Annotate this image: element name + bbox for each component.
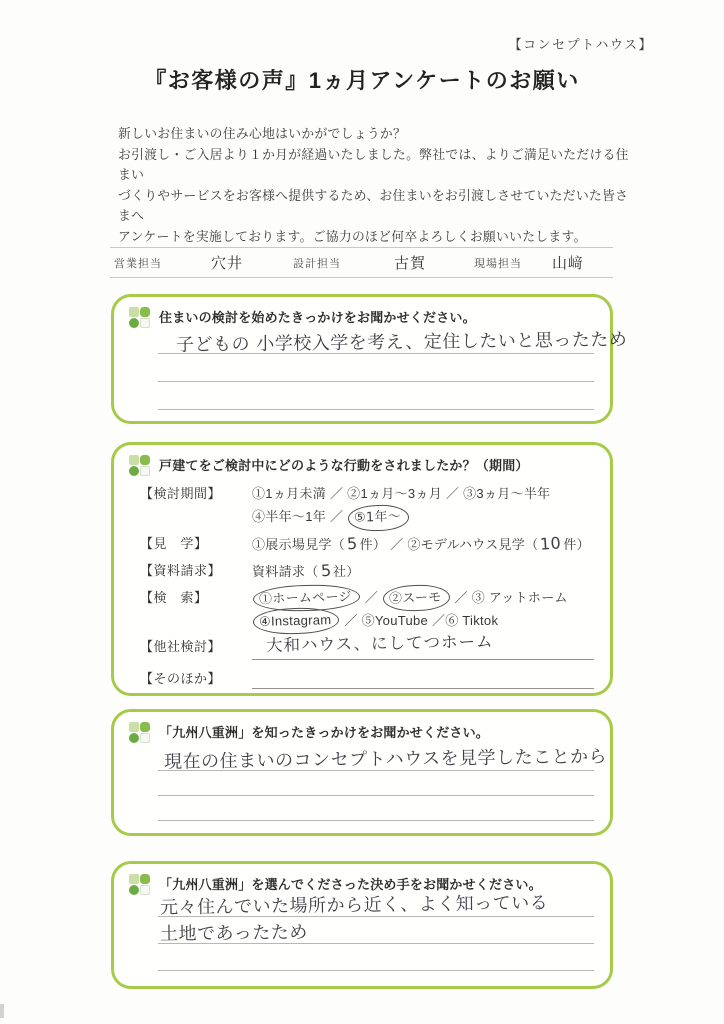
question-box-trigger — [111, 294, 628, 424]
question-text-q1: 住まいの検討を始めたきっかけをお聞かせください。 — [159, 310, 476, 325]
question-text-q2: 戸建てをご検討中にどのような行動をされましたか？（期間） — [159, 458, 529, 473]
search-rest1: ／ ③ アットホーム — [454, 590, 568, 605]
search-circled-homepage: ①ホームページ — [253, 584, 360, 613]
field-label-search: 【検 索】 — [140, 590, 208, 605]
answer-line — [158, 820, 594, 821]
search-circled-instagram: ④Instagram — [253, 607, 340, 635]
field-options-period — [252, 482, 594, 529]
search-circled-suumo: ②スーモ — [383, 584, 450, 612]
period-options-line2: ④半年〜1年 ／ — [252, 509, 344, 524]
staff-name-design: 古賀 — [394, 255, 427, 272]
scan-artifact — [0, 1004, 4, 1018]
company-logo-icon — [129, 307, 150, 328]
question-box-awareness — [111, 709, 613, 836]
field-label-visits: 【見 学】 — [140, 536, 208, 551]
handwritten-answer-q4-line1: 元々住んでいた場所から近く、よく知っている — [159, 892, 549, 919]
misc-answer-line — [252, 667, 594, 689]
question-box-actions — [111, 442, 613, 696]
q2-form — [140, 482, 594, 693]
field-options-visits — [252, 532, 594, 556]
question-box-deciding-factor — [111, 861, 613, 989]
field-label-period: 【検討期間】 — [140, 486, 222, 501]
answer-line — [158, 943, 594, 944]
answer-line — [158, 916, 594, 917]
field-options-request — [252, 559, 594, 583]
company-logo-icon — [129, 722, 150, 743]
field-label-request: 【資料請求】 — [140, 563, 222, 578]
visit-option1: ①展示場見学（ — [252, 537, 346, 552]
handwritten-answer-q4-line2: 土地であったため — [159, 922, 308, 945]
row-request — [140, 559, 594, 583]
intro-line-4: アンケートを実施しております。ご協力のほど何卒よろしくお願いいたします。 — [118, 228, 587, 244]
intro-line-3: づくりやサービスをお客様へ提供するため、お住まいをお引渡しさせていただいた皆さまへ — [118, 187, 629, 223]
row-other-company — [140, 632, 594, 664]
row-period — [140, 482, 594, 529]
field-label-misc: 【そのほか】 — [140, 671, 222, 686]
handwritten-answer-q3: 現在の住まいのコンセプトハウスを見学したことから — [163, 746, 608, 773]
question-text-q3: 「九州八重洲」を知ったきっかけをお聞かせください。 — [159, 725, 490, 740]
intro-line-2: お引渡し・ご入居より１か月が経過いたしました。弊社では、よりご満足いただける住まい — [118, 146, 629, 182]
search-rest2: ／ ⑤YouTube ／⑥ Tiktok — [344, 613, 499, 628]
answer-line — [158, 795, 594, 796]
row-visits — [140, 532, 594, 556]
answer-line — [158, 381, 594, 382]
other-company-answer-line — [252, 632, 594, 660]
field-label-other-company: 【他社検討】 — [140, 639, 222, 654]
handwritten-answer-q1: 子どもの 小学校入学を考え、定住したいと思ったため — [175, 329, 628, 356]
handwritten-visit-count1: 5 — [346, 533, 359, 554]
answer-line — [158, 970, 594, 971]
staff-table — [110, 247, 613, 278]
brand-tag: 【コンセプトハウス】 — [508, 37, 653, 52]
period-circled-answer: ⑤1年〜 — [348, 504, 410, 532]
period-options-line1: ①1ヵ月未満 ／ ②1ヵ月〜3ヵ月 ／ ③3ヵ月〜半年 — [252, 486, 551, 501]
page-title: 『お客様の声』1ヵ月アンケートのお願い — [144, 68, 580, 93]
answer-line — [158, 353, 594, 354]
request-post: 社） — [333, 564, 360, 579]
row-misc — [140, 667, 594, 693]
staff-role-design: 設計担当 — [293, 257, 341, 270]
answer-line — [158, 409, 594, 410]
handwritten-other-company: 大和ハウス、にしてつホーム — [265, 632, 494, 655]
staff-role-site: 現場担当 — [474, 257, 522, 270]
request-pre: 資料請求（ — [252, 564, 319, 579]
company-logo-icon — [129, 455, 150, 476]
intro-paragraph — [118, 124, 630, 247]
field-options-search — [252, 586, 594, 632]
handwritten-request-count: 5 — [319, 560, 332, 581]
visit-option2: 件） ／ ②モデルハウス見学（ — [359, 537, 539, 552]
question-text-q4: 「九州八重洲」を選んでくださった決め手をお聞かせください。 — [159, 877, 542, 892]
intro-line-1: 新しいお住まいの住み心地はいかがでしょうか？ — [118, 126, 407, 141]
company-logo-icon — [129, 874, 150, 895]
staff-name-sales: 穴井 — [211, 255, 244, 272]
staff-name-site: 山﨑 — [552, 255, 585, 272]
visit-option2-close: 件） — [563, 537, 590, 552]
search-sep1: ／ — [364, 590, 379, 605]
staff-role-sales: 営業担当 — [114, 257, 162, 270]
handwritten-visit-count2: 10 — [539, 533, 562, 554]
row-search — [140, 586, 594, 632]
answer-line — [158, 770, 594, 771]
